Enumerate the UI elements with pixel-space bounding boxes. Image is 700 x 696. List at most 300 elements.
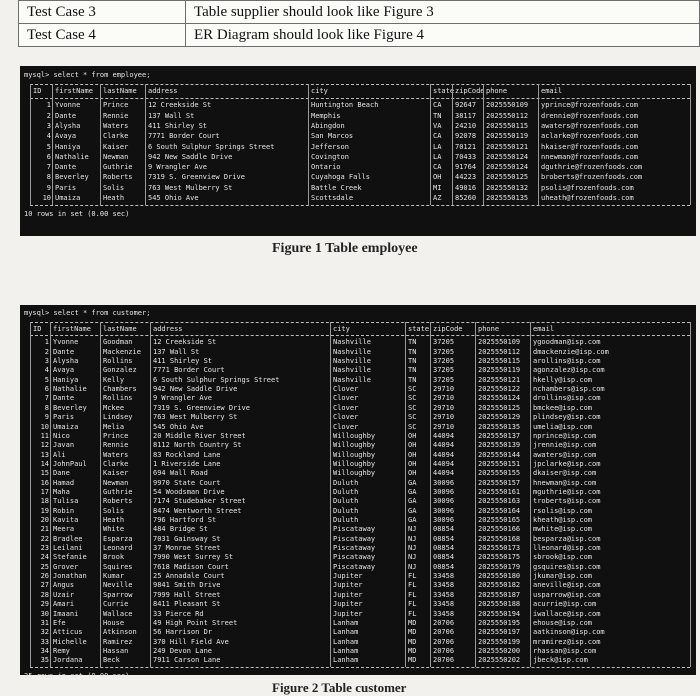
table-row bbox=[30, 101, 690, 111]
cell-city: Lanham bbox=[333, 656, 359, 665]
cell-city: Lanham bbox=[333, 637, 359, 646]
cell-firstname: Tulisa bbox=[53, 497, 79, 506]
cell-phone: 2025550151 bbox=[478, 459, 521, 468]
cell-state: TN bbox=[433, 111, 442, 120]
cell-id: 33 bbox=[40, 637, 49, 646]
cell-id: 2 bbox=[44, 347, 49, 356]
cell-phone: 2025550125 bbox=[478, 403, 521, 412]
cell-phone: 2025550144 bbox=[478, 450, 521, 459]
table-row bbox=[30, 460, 690, 469]
table-row bbox=[30, 357, 690, 366]
column-header-phone: phone bbox=[478, 325, 500, 333]
cell-address: 56 Harrison Dr bbox=[153, 628, 213, 637]
cell-email: aneville@isp.com bbox=[533, 581, 601, 590]
employee-terminal-screenshot bbox=[20, 66, 696, 236]
column-header-state: state bbox=[433, 87, 455, 95]
cell-lastname: Wallace bbox=[103, 609, 133, 618]
cell-id: 27 bbox=[40, 581, 49, 590]
table-border bbox=[30, 335, 690, 336]
table-border bbox=[30, 98, 690, 99]
cell-lastname: Waters bbox=[103, 450, 129, 459]
cell-zipcode: 44094 bbox=[433, 450, 455, 459]
cell-email: mramirez@isp.com bbox=[533, 637, 601, 646]
cell-lastname: Melia bbox=[103, 422, 125, 431]
test-case-description: ER Diagram should look like Figure 4 bbox=[186, 24, 700, 47]
cell-email: awaters@isp.com bbox=[533, 450, 597, 459]
cell-email: hnewman@isp.com bbox=[533, 478, 597, 487]
cell-email: ehouse@isp.com bbox=[533, 618, 593, 627]
cell-city: Piscataway bbox=[333, 534, 376, 543]
cell-state: OH bbox=[408, 469, 417, 478]
cell-id: 3 bbox=[46, 121, 51, 130]
cell-lastname: Esparza bbox=[103, 534, 133, 543]
cell-lastname: Leonard bbox=[103, 544, 133, 553]
cell-address: 54 Woodsman Drive bbox=[153, 487, 225, 496]
cell-phone: 2025550124 bbox=[486, 152, 529, 161]
cell-city: Nashville bbox=[333, 357, 371, 366]
cell-city: Duluth bbox=[333, 506, 359, 515]
cell-lastname: Currie bbox=[103, 600, 129, 609]
cell-address: 942 New Saddle Drive bbox=[148, 152, 233, 161]
table-row bbox=[30, 173, 690, 183]
cell-address: 694 Wall Road bbox=[153, 469, 208, 478]
cell-firstname: Maha bbox=[53, 487, 70, 496]
cell-state: NJ bbox=[408, 525, 417, 534]
cell-lastname: Newman bbox=[103, 478, 129, 487]
cell-state: MD bbox=[408, 646, 417, 655]
cell-phone: 2025550179 bbox=[478, 562, 521, 571]
cell-zipcode: 91764 bbox=[455, 163, 477, 172]
cell-email: dmackenzie@isp.com bbox=[533, 347, 609, 356]
cell-firstname: Beverley bbox=[53, 403, 87, 412]
cell-firstname: Nico bbox=[53, 431, 70, 440]
column-header-address: address bbox=[148, 87, 178, 95]
table-row bbox=[30, 628, 690, 637]
cell-email: awaters@frozenfoods.com bbox=[541, 121, 638, 130]
cell-city: Duluth bbox=[333, 516, 359, 524]
cell-id: 20 bbox=[40, 516, 49, 524]
cell-firstname: Grover bbox=[53, 562, 79, 571]
cell-zipcode: 08854 bbox=[433, 562, 455, 571]
cell-zipcode: 30096 bbox=[433, 487, 455, 496]
cell-city: Lanham bbox=[333, 618, 359, 627]
cell-state: NJ bbox=[408, 544, 417, 553]
cell-id: 5 bbox=[44, 375, 49, 384]
cell-address: 9970 State Court bbox=[153, 478, 221, 487]
cell-zipcode: 24210 bbox=[455, 121, 477, 130]
cell-email: hkelly@isp.com bbox=[533, 375, 593, 384]
cell-phone: 2025550109 bbox=[478, 338, 521, 347]
cell-phone: 2025550157 bbox=[478, 478, 521, 487]
cell-city: Jupiter bbox=[333, 581, 363, 590]
cell-zipcode: 37205 bbox=[433, 347, 455, 356]
table-row bbox=[30, 338, 690, 347]
cell-id: 6 bbox=[46, 152, 51, 161]
cell-lastname: Mackenzie bbox=[103, 347, 141, 356]
column-header-zipcode: zipCode bbox=[455, 87, 485, 95]
cell-id: 7 bbox=[44, 394, 49, 403]
cell-zipcode: 29710 bbox=[433, 413, 455, 422]
column-divider bbox=[530, 322, 531, 667]
table-row bbox=[30, 488, 690, 497]
column-divider bbox=[308, 84, 309, 205]
cell-firstname: Dante bbox=[53, 394, 75, 403]
column-header-firstname: firstName bbox=[53, 325, 91, 333]
column-divider bbox=[475, 322, 476, 667]
cell-phone: 2025550109 bbox=[486, 101, 529, 110]
cell-firstname: Javan bbox=[53, 441, 75, 450]
cell-address: 7319 S. Greenview Drive bbox=[148, 173, 245, 182]
table-row bbox=[30, 413, 690, 422]
cell-email: drennie@frozenfoods.com bbox=[541, 111, 638, 120]
table-row bbox=[30, 143, 690, 153]
cell-state: CA bbox=[433, 101, 442, 110]
cell-id: 18 bbox=[40, 497, 49, 506]
cell-id: 12 bbox=[40, 441, 49, 450]
table-row bbox=[30, 507, 690, 516]
cell-email: dguthrie@frozenfoods.com bbox=[541, 163, 643, 172]
table-row bbox=[30, 112, 690, 122]
cell-email: uheath@frozenfoods.com bbox=[541, 194, 634, 202]
cell-city: San Marcos bbox=[311, 132, 354, 141]
sql-command: mysql> select * from customer; bbox=[24, 309, 151, 317]
cell-lastname: Waters bbox=[103, 121, 129, 130]
cell-phone: 2025550112 bbox=[478, 347, 521, 356]
cell-city: Ontario bbox=[311, 163, 341, 172]
cell-state: GA bbox=[408, 478, 417, 487]
cell-state: OH bbox=[408, 459, 417, 468]
cell-firstname: Remy bbox=[53, 646, 70, 655]
cell-lastname: Rennie bbox=[103, 111, 129, 120]
cell-phone: 2025550129 bbox=[478, 413, 521, 422]
cell-address: 796 Hartford St bbox=[153, 516, 217, 524]
cell-state: AZ bbox=[433, 194, 442, 202]
cell-firstname: Stefanie bbox=[53, 553, 87, 562]
cell-id: 4 bbox=[44, 366, 49, 375]
cell-lastname: Goodman bbox=[103, 338, 133, 347]
cell-phone: 2025550115 bbox=[478, 357, 521, 366]
cell-zipcode: 33458 bbox=[433, 600, 455, 609]
cell-phone: 2025550161 bbox=[478, 487, 521, 496]
cell-id: 26 bbox=[40, 572, 49, 581]
cell-zipcode: 37205 bbox=[433, 338, 455, 347]
column-divider bbox=[50, 322, 51, 667]
cell-phone: 2025550115 bbox=[486, 121, 529, 130]
cell-address: 37 Monroe Street bbox=[153, 544, 221, 553]
cell-id: 8 bbox=[46, 173, 51, 182]
cell-phone: 2025550137 bbox=[478, 431, 521, 440]
column-divider bbox=[52, 84, 53, 205]
cell-address: 137 Wall St bbox=[148, 111, 195, 120]
cell-id: 22 bbox=[40, 534, 49, 543]
column-divider bbox=[452, 84, 453, 205]
cell-email: lleonard@isp.com bbox=[533, 544, 601, 553]
cell-phone: 2025550194 bbox=[478, 609, 521, 618]
cell-lastname: Rollins bbox=[103, 394, 133, 403]
cell-zipcode: 44094 bbox=[433, 469, 455, 478]
cell-city: Piscataway bbox=[333, 544, 376, 553]
cell-city: Duluth bbox=[333, 497, 359, 506]
cell-state: GA bbox=[408, 506, 417, 515]
cell-zipcode: 29710 bbox=[433, 422, 455, 431]
cell-city: Jupiter bbox=[333, 609, 363, 618]
table-row bbox=[30, 553, 690, 562]
cell-firstname: Hamad bbox=[53, 478, 75, 487]
cell-city: Nashville bbox=[333, 375, 371, 384]
cell-firstname: Uzair bbox=[53, 590, 75, 599]
cell-lastname: Rollins bbox=[103, 357, 133, 366]
table-row bbox=[30, 619, 690, 628]
column-header-email: email bbox=[533, 325, 555, 333]
cell-id: 29 bbox=[40, 600, 49, 609]
cell-zipcode: 30096 bbox=[433, 506, 455, 515]
cell-address: 6 South Sulphur Springs Street bbox=[148, 142, 275, 151]
cell-phone: 2025550119 bbox=[486, 132, 529, 141]
cell-email: mwhite@isp.com bbox=[533, 525, 593, 534]
cell-state: GA bbox=[408, 487, 417, 496]
cell-phone: 2025550197 bbox=[478, 628, 521, 637]
cell-firstname: Haniya bbox=[53, 375, 79, 384]
cell-address: 49 High Point Street bbox=[153, 618, 238, 627]
cell-email: kheath@isp.com bbox=[533, 516, 593, 524]
cell-zipcode: 29710 bbox=[433, 394, 455, 403]
cell-zipcode: 20706 bbox=[433, 646, 455, 655]
cell-state: TN bbox=[408, 375, 417, 384]
test-case-row bbox=[19, 24, 700, 47]
cell-email: acurrie@isp.com bbox=[533, 600, 597, 609]
cell-firstname: Alysha bbox=[53, 357, 79, 366]
cell-email: yprince@frozenfoods.com bbox=[541, 101, 638, 110]
column-divider bbox=[483, 84, 484, 205]
cell-address: 7911 Carson Lane bbox=[153, 656, 221, 665]
cell-lastname: Solis bbox=[103, 183, 125, 192]
cell-zipcode: 92647 bbox=[455, 101, 477, 110]
cell-lastname: Kaiser bbox=[103, 469, 129, 478]
cell-address: 20 Middle River Street bbox=[153, 431, 246, 440]
cell-phone: 2025550135 bbox=[478, 422, 521, 431]
cell-phone: 2025550200 bbox=[478, 646, 521, 655]
cell-firstname: Atticus bbox=[53, 628, 83, 637]
cell-city: Jupiter bbox=[333, 600, 363, 609]
cell-city: Jefferson bbox=[311, 142, 349, 151]
cell-lastname: White bbox=[103, 525, 125, 534]
cell-email: rsolis@isp.com bbox=[533, 506, 593, 515]
column-divider bbox=[330, 322, 331, 667]
cell-phone: 2025550121 bbox=[486, 142, 529, 151]
cell-city: Huntington Beach bbox=[311, 101, 379, 110]
cell-id: 6 bbox=[44, 385, 49, 394]
cell-email: broberts@frozenfoods.com bbox=[541, 173, 643, 182]
cell-city: Abingdon bbox=[311, 121, 345, 130]
cell-city: Nashville bbox=[333, 347, 371, 356]
cell-email: hkaiser@frozenfoods.com bbox=[541, 142, 638, 151]
cell-zipcode: 20706 bbox=[433, 637, 455, 646]
cell-id: 14 bbox=[40, 459, 49, 468]
cell-id: 30 bbox=[40, 609, 49, 618]
cell-address: 12 Creekside St bbox=[148, 101, 212, 110]
column-divider bbox=[30, 84, 31, 205]
cell-firstname: Ali bbox=[53, 450, 66, 459]
column-header-city: city bbox=[311, 87, 328, 95]
cell-id: 2 bbox=[46, 111, 51, 120]
table-row bbox=[30, 451, 690, 460]
cell-phone: 2025550195 bbox=[478, 618, 521, 627]
table-row bbox=[30, 184, 690, 194]
cell-id: 9 bbox=[44, 413, 49, 422]
cell-city: Lanham bbox=[333, 628, 359, 637]
cell-phone: 2025550164 bbox=[478, 506, 521, 515]
cell-address: 545 Ohio Ave bbox=[153, 422, 204, 431]
table-row bbox=[30, 423, 690, 432]
cell-id: 7 bbox=[46, 163, 51, 172]
cell-state: LA bbox=[433, 142, 442, 151]
cell-phone: 2025550168 bbox=[478, 534, 521, 543]
cell-city: Clover bbox=[333, 394, 359, 403]
table-row bbox=[30, 497, 690, 506]
cell-id: 1 bbox=[46, 101, 51, 110]
test-case-description: Table supplier should look like Figure 3 bbox=[186, 1, 700, 24]
cell-city: Duluth bbox=[333, 487, 359, 496]
cell-state: OH bbox=[408, 431, 417, 440]
cell-lastname: Rennie bbox=[103, 441, 129, 450]
table-border bbox=[30, 84, 690, 85]
cell-email: nprince@isp.com bbox=[533, 431, 597, 440]
table-row bbox=[30, 544, 690, 553]
table-row bbox=[30, 376, 690, 385]
column-header-email: email bbox=[541, 87, 563, 95]
cell-lastname: Neville bbox=[103, 581, 133, 590]
cell-id: 10 bbox=[40, 422, 49, 431]
cell-firstname: Alysha bbox=[55, 121, 81, 130]
cell-city: Scottsdale bbox=[311, 194, 354, 202]
cell-lastname: Guthrie bbox=[103, 487, 133, 496]
cell-city: Memphis bbox=[311, 111, 341, 120]
column-divider bbox=[538, 84, 539, 205]
cell-state: SC bbox=[408, 422, 417, 431]
cell-id: 24 bbox=[40, 553, 49, 562]
cell-firstname: Michelle bbox=[53, 637, 87, 646]
column-header-phone: phone bbox=[486, 87, 508, 95]
cell-zipcode: 44094 bbox=[433, 441, 455, 450]
cell-lastname: Atkinson bbox=[103, 628, 137, 637]
table-row bbox=[30, 647, 690, 656]
column-divider bbox=[690, 322, 691, 667]
cell-phone: 2025550163 bbox=[478, 497, 521, 506]
cell-state: SC bbox=[408, 413, 417, 422]
cell-firstname: Haniya bbox=[55, 142, 81, 151]
cell-lastname: Clarke bbox=[103, 459, 129, 468]
cell-zipcode: 20706 bbox=[433, 628, 455, 637]
cell-phone: 2025550124 bbox=[486, 163, 529, 172]
cell-firstname: Dane bbox=[53, 469, 70, 478]
figure1-caption: Figure 1 Table employee bbox=[272, 241, 418, 256]
rows-in-set-footer: 10 rows in set (0.00 sec) bbox=[24, 210, 130, 219]
cell-address: 370 Hill Field Ave bbox=[153, 637, 229, 646]
cell-phone: 2025550135 bbox=[486, 194, 529, 202]
cell-firstname: Dante bbox=[55, 163, 77, 172]
cell-id: 35 bbox=[40, 656, 49, 665]
cell-phone: 2025550122 bbox=[478, 385, 521, 394]
cell-phone: 2025550180 bbox=[478, 572, 521, 581]
cell-phone: 2025550166 bbox=[478, 525, 521, 534]
cell-zipcode: 29710 bbox=[433, 403, 455, 412]
cell-email: plindsey@isp.com bbox=[533, 413, 601, 422]
cell-firstname: Jordana bbox=[53, 656, 83, 665]
table-row bbox=[30, 525, 690, 534]
cell-state: FL bbox=[408, 609, 417, 618]
cell-id: 34 bbox=[40, 646, 49, 655]
cell-firstname: Meera bbox=[53, 525, 75, 534]
cell-state: TN bbox=[408, 338, 417, 347]
cell-zipcode: 85260 bbox=[455, 194, 477, 202]
cell-firstname: Dante bbox=[53, 347, 75, 356]
cell-zipcode: 33458 bbox=[433, 572, 455, 581]
column-divider bbox=[145, 84, 146, 205]
cell-phone: 2025550121 bbox=[478, 375, 521, 384]
cell-phone: 2025550173 bbox=[478, 544, 521, 553]
cell-firstname: Angus bbox=[53, 581, 75, 590]
figure2-caption: Figure 2 Table customer bbox=[272, 680, 407, 695]
cell-state: OH bbox=[408, 441, 417, 450]
cell-email: sbrook@isp.com bbox=[533, 553, 593, 562]
cell-city: Jupiter bbox=[333, 572, 363, 581]
cell-lastname: Solis bbox=[103, 506, 125, 515]
cell-email: dkaiser@isp.com bbox=[533, 469, 597, 478]
cell-lastname: Kaiser bbox=[103, 142, 129, 151]
cell-state: MD bbox=[408, 618, 417, 627]
column-divider bbox=[430, 84, 431, 205]
table-row bbox=[30, 535, 690, 544]
column-header-city: city bbox=[333, 325, 350, 333]
cell-address: 7319 S. Greenview Drive bbox=[153, 403, 250, 412]
cell-state: NJ bbox=[408, 562, 417, 571]
cell-address: 411 Shirley St bbox=[148, 121, 208, 130]
cell-firstname: Beverley bbox=[55, 173, 89, 182]
cell-city: Nashville bbox=[333, 366, 371, 375]
cell-address: 8112 North Country St bbox=[153, 441, 242, 450]
cell-email: rhassan@isp.com bbox=[533, 646, 597, 655]
cell-phone: 2025550125 bbox=[486, 173, 529, 182]
cell-address: 25 Annadale Court bbox=[153, 572, 225, 581]
cell-address: 7990 West Surrey St bbox=[153, 553, 234, 562]
cell-state: TN bbox=[408, 357, 417, 366]
column-divider bbox=[100, 322, 101, 667]
column-divider bbox=[430, 322, 431, 667]
cell-address: 12 Creekside St bbox=[153, 338, 217, 347]
cell-zipcode: 08854 bbox=[433, 553, 455, 562]
table-row bbox=[30, 610, 690, 619]
cell-state: LA bbox=[433, 152, 442, 161]
cell-phone: 2025550165 bbox=[478, 516, 521, 524]
cell-address: 7174 Studebaker Street bbox=[153, 497, 246, 506]
cell-email: jbeck@isp.com bbox=[533, 656, 588, 665]
cell-city: Battle Creek bbox=[311, 183, 362, 192]
cell-firstname: Amari bbox=[53, 600, 75, 609]
cell-zipcode: 20706 bbox=[433, 618, 455, 627]
cell-email: ygoodman@isp.com bbox=[533, 338, 601, 347]
cell-address: 9 Wrangler Ave bbox=[153, 394, 213, 403]
cell-zipcode: 44223 bbox=[455, 173, 477, 182]
cell-email: bmckee@isp.com bbox=[533, 403, 593, 412]
cell-firstname: Robin bbox=[53, 506, 75, 515]
cell-firstname: Imaani bbox=[53, 609, 79, 618]
cell-email: jpclarke@isp.com bbox=[533, 459, 601, 468]
cell-email: umelia@isp.com bbox=[533, 422, 593, 431]
table-row bbox=[30, 479, 690, 488]
cell-state: MI bbox=[433, 183, 442, 192]
cell-lastname: Roberts bbox=[103, 497, 133, 506]
column-header-lastname: lastName bbox=[103, 325, 137, 333]
